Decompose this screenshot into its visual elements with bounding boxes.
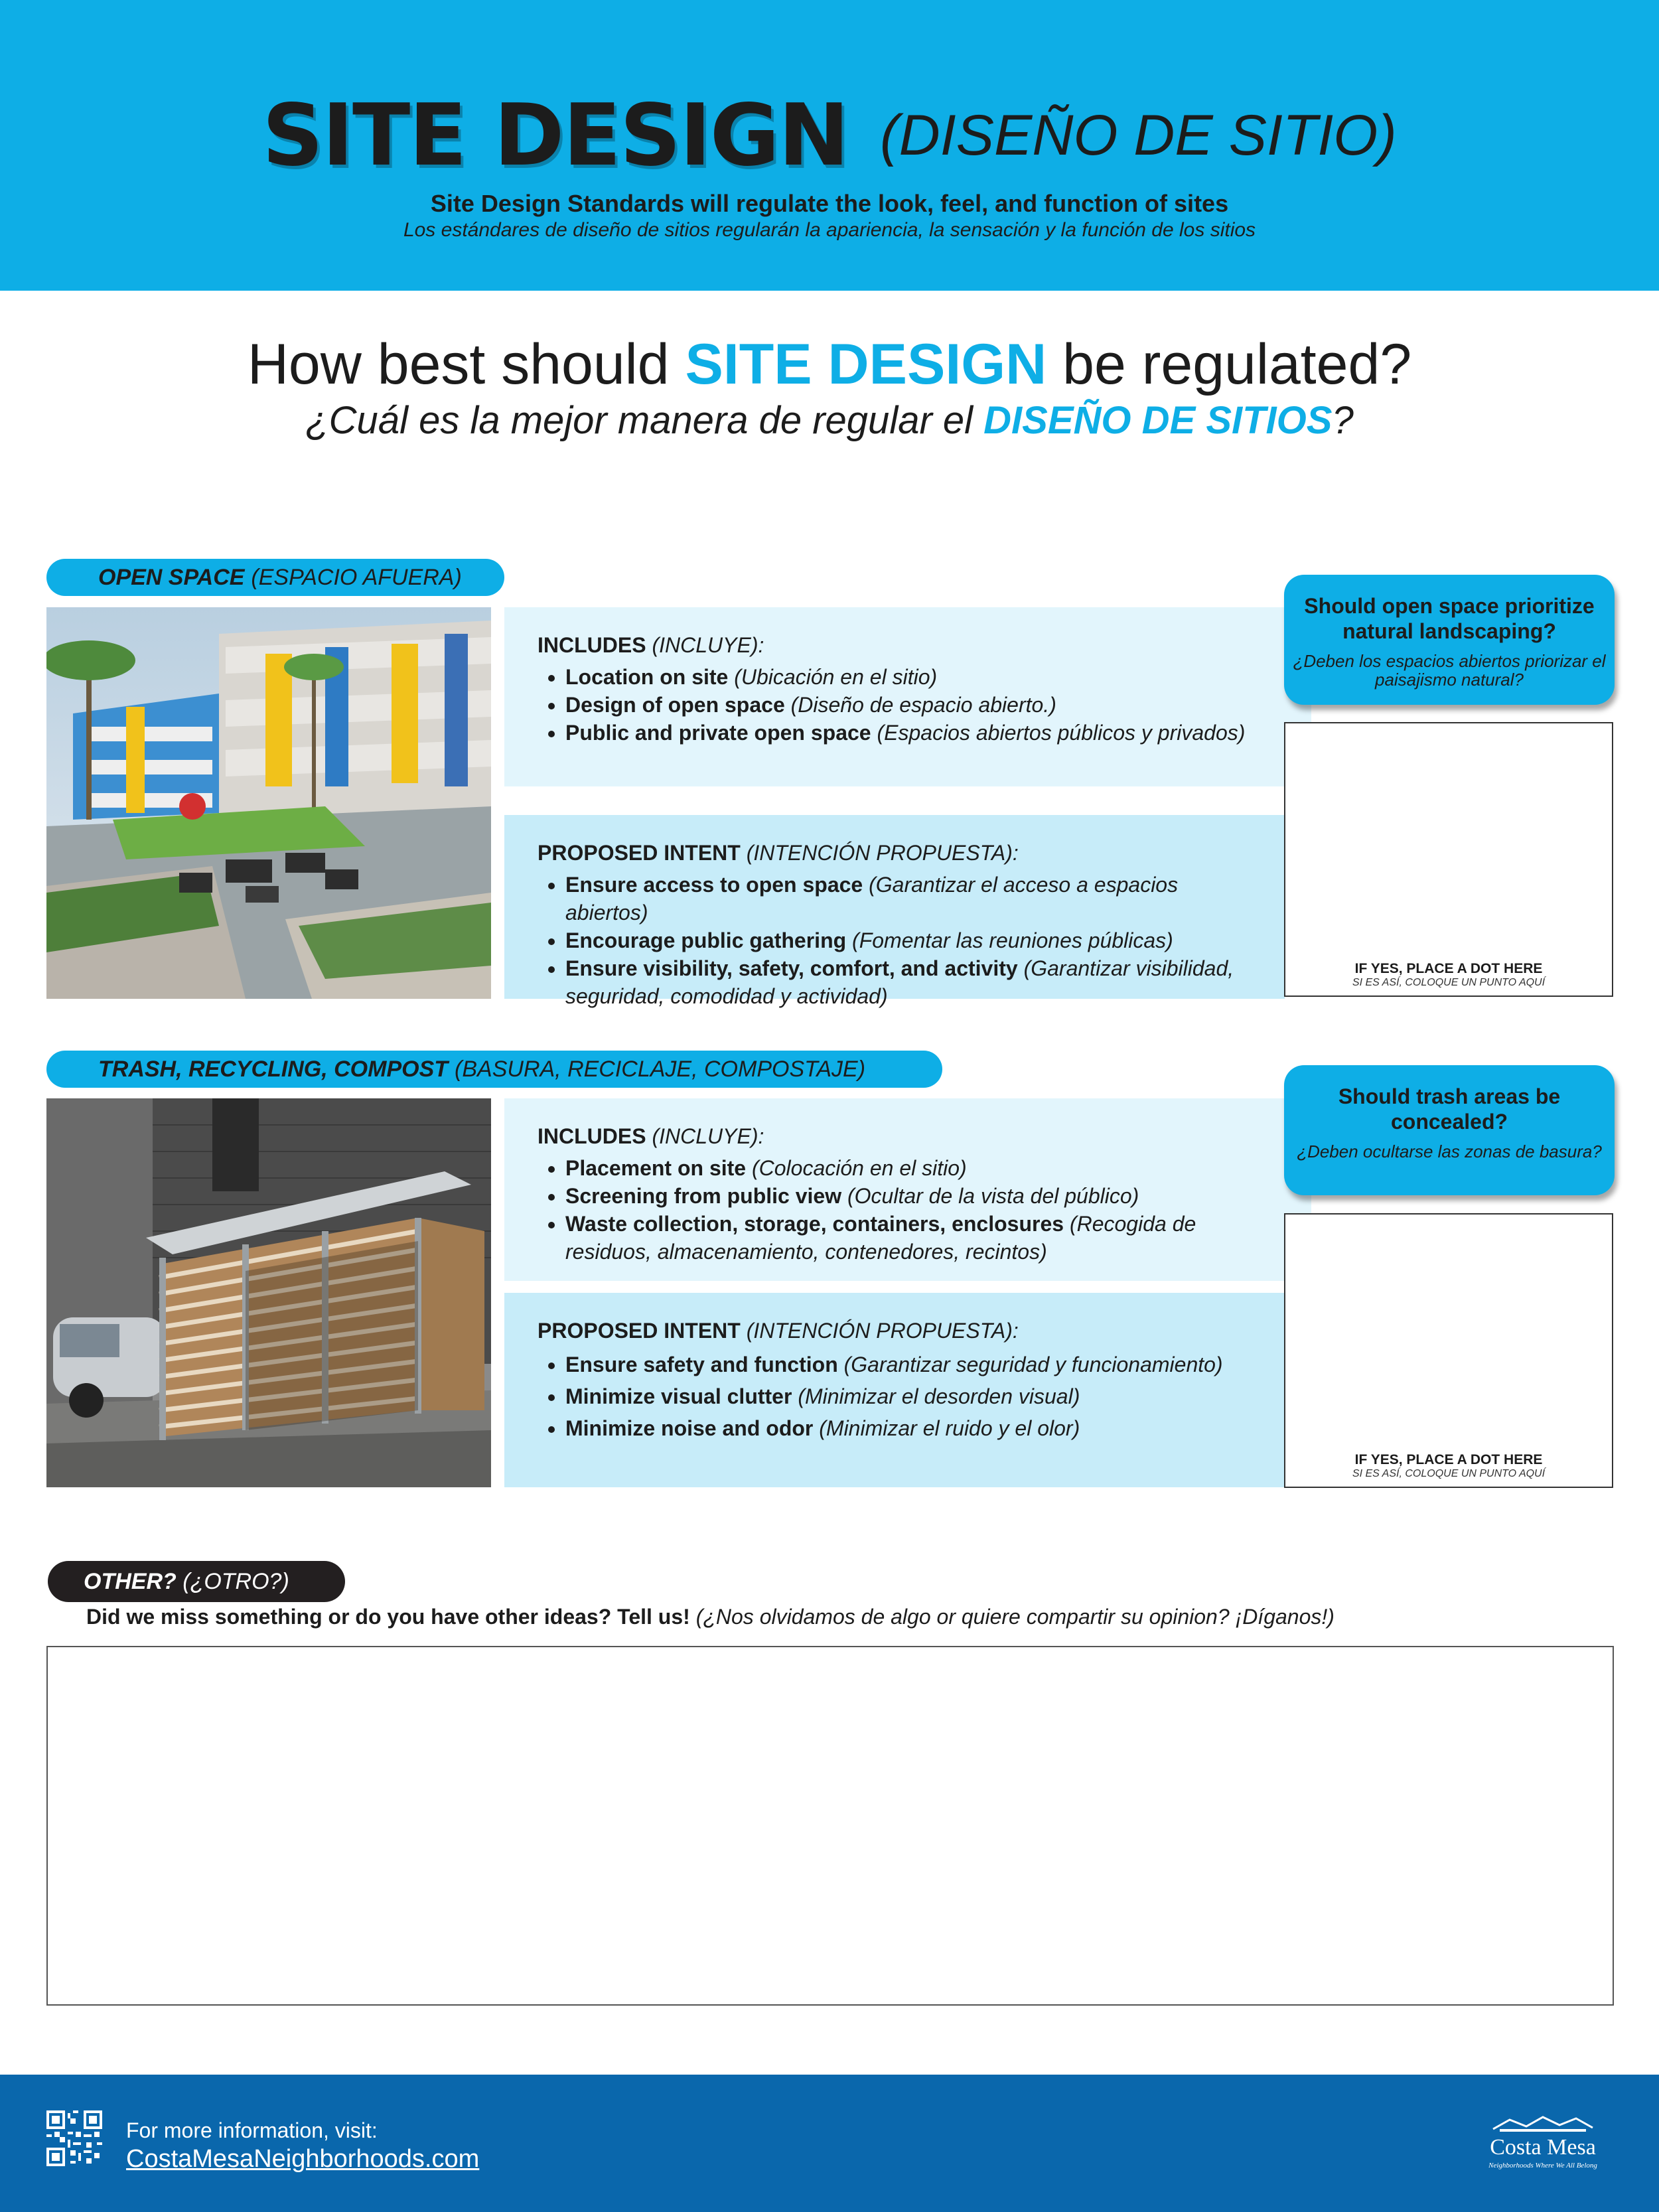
qr-code-icon bbox=[46, 2110, 102, 2166]
trash-dot-area[interactable] bbox=[1284, 1213, 1613, 1488]
section-label-trash: TRASH, RECYCLING, COMPOST (BASURA, RECICLAJE, COMPOSTAJE) bbox=[46, 1051, 942, 1088]
includes-heading: INCLUDES (INCLUYE): bbox=[538, 1124, 764, 1148]
open-space-includes-panel bbox=[504, 607, 1311, 786]
open-space-photo bbox=[46, 607, 491, 999]
costa-mesa-logo bbox=[1480, 2110, 1606, 2177]
logo-tagline: Neighborhoods Where We All Belong bbox=[1488, 2162, 1597, 2170]
courtyard-illustration bbox=[46, 607, 491, 999]
title-en: SITE DESIGN bbox=[262, 86, 848, 185]
title-es: (DISEÑO DE SITIO) bbox=[879, 104, 1397, 167]
main-question-en: How best should SITE DESIGN be regulated? bbox=[247, 332, 1412, 396]
footer bbox=[0, 2075, 1659, 2212]
list-item: • Ensure safety and function (Garantizar seguridad y funcionamiento) bbox=[565, 1349, 1258, 1380]
subtitle-en: Site Design Standards will regulate the look, feel, and function of sites bbox=[430, 190, 1229, 217]
includes-list bbox=[538, 663, 1285, 747]
list-item: • Minimize visual clutter (Minimizar el desorden visual) bbox=[565, 1380, 1258, 1412]
question-highlight-es: DISEÑO DE SITIOS bbox=[983, 399, 1333, 442]
question-highlight-en: SITE DESIGN bbox=[685, 332, 1047, 396]
trash-enclosure-illustration bbox=[46, 1098, 491, 1487]
list-item: • Location on site (Ubicación en el sitio) bbox=[565, 663, 1285, 691]
list-item: • Placement on site (Colocación en el sitio) bbox=[565, 1154, 1285, 1182]
list-item: • Waste collection, storage, containers, enclosures (Recogida de residuos, almacenamiento, contenedores, recintos) bbox=[565, 1210, 1285, 1266]
includes-list bbox=[538, 1154, 1285, 1266]
includes-heading: INCLUDES (INCLUYE): bbox=[538, 633, 764, 657]
open-space-dot-area[interactable] bbox=[1284, 722, 1613, 997]
open-space-question-box: Should open space prioritize natural landscaping? ¿Deben los espacios abiertos priorizar el paisajismo natural? bbox=[1284, 575, 1615, 705]
trash-question-box: Should trash areas be concealed? ¿Deben ocultarse las zonas de basura? bbox=[1284, 1065, 1615, 1195]
list-item: • Ensure access to open space (Garantizar el acceso a espacios abiertos) bbox=[565, 871, 1258, 926]
footer-info-text: For more information, visit: bbox=[126, 2118, 378, 2142]
section-label-other: OTHER? (¿OTRO?) bbox=[48, 1561, 345, 1602]
subtitle-es: Los estándares de diseño de sitios regularán la apariencia, la sensación y la función de los sitios bbox=[403, 219, 1256, 241]
trash-intent-panel bbox=[504, 1293, 1285, 1487]
list-item: • Encourage public gathering (Fomentar las reuniones públicas) bbox=[565, 926, 1258, 954]
open-space-intent-panel bbox=[504, 815, 1285, 1008]
intent-heading: PROPOSED INTENT (INTENCIÓN PROPUESTA): bbox=[538, 1319, 1019, 1343]
footer-website-link[interactable]: CostaMesaNeighborhoods.com bbox=[126, 2145, 480, 2173]
intent-heading: PROPOSED INTENT (INTENCIÓN PROPUESTA): bbox=[538, 841, 1019, 865]
dot-instruction: IF YES, PLACE A DOT HERE SI ES ASÍ, COLOQUE UN PUNTO AQUÍ bbox=[1352, 961, 1546, 988]
intent-list bbox=[538, 871, 1258, 1010]
main-question-es: ¿Cuál es la mejor manera de regular el DISEÑO DE SITIOS? bbox=[305, 399, 1354, 442]
page-title bbox=[0, 86, 1659, 185]
list-item: • Public and private open space (Espacios abiertos públicos y privados) bbox=[565, 719, 1285, 747]
dot-instruction: IF YES, PLACE A DOT HERE SI ES ASÍ, COLOQUE UN PUNTO AQUÍ bbox=[1352, 1452, 1546, 1479]
list-item: • Ensure visibility, safety, comfort, and activity (Garantizar visibilidad, seguridad, comodidad y actividad) bbox=[565, 954, 1258, 1010]
section-label-open-space: OPEN SPACE (ESPACIO AFUERA) bbox=[46, 559, 504, 596]
trash-enclosure-photo bbox=[46, 1098, 491, 1487]
other-prompt: Did we miss something or do you have other ideas? Tell us! (¿Nos olvidamos de algo or quiere compartir su opinion? ¡Díganos!) bbox=[86, 1605, 1334, 1629]
other-ideas-write-area[interactable] bbox=[46, 1646, 1614, 2006]
logo-text: Costa Mesa bbox=[1490, 2135, 1596, 2160]
intent-list bbox=[538, 1349, 1258, 1444]
list-item: • Design of open space (Diseño de espacio abierto.) bbox=[565, 691, 1285, 719]
list-item: • Minimize noise and odor (Minimizar el ruido y el olor) bbox=[565, 1412, 1258, 1444]
trash-includes-panel bbox=[504, 1098, 1311, 1281]
list-item: • Screening from public view (Ocultar de la vista del público) bbox=[565, 1182, 1285, 1210]
